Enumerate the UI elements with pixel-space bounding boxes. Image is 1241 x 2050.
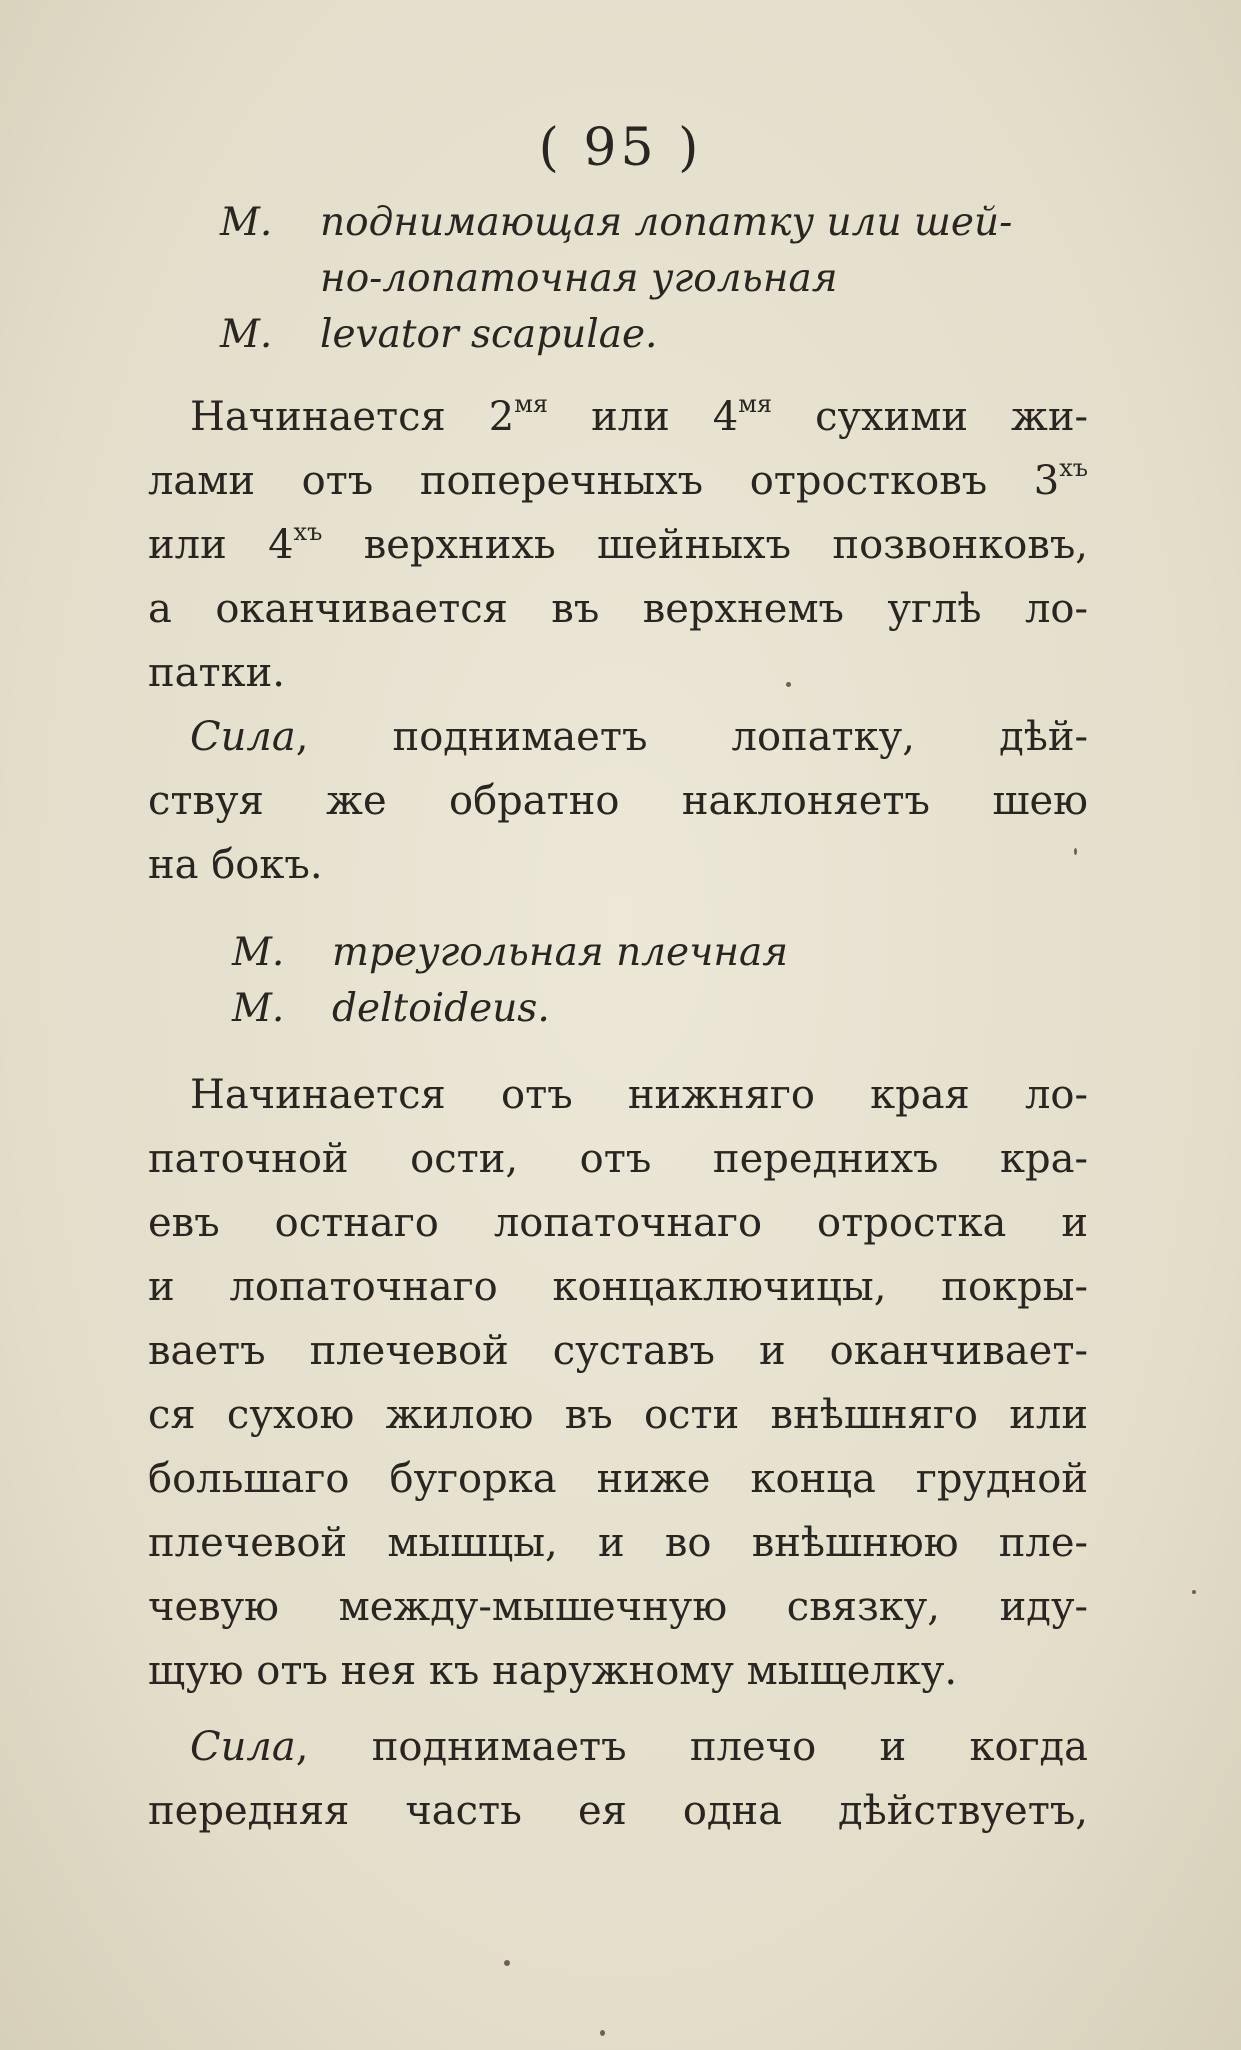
text-line: и лопаточнаго концаключицы, покры-	[148, 1264, 1088, 1310]
force-label: Сила	[190, 1724, 296, 1770]
text-line: чевую между-мышечную связку, иду-	[148, 1584, 1088, 1630]
paper-speck	[1074, 848, 1077, 855]
muscle-abbr: M.	[220, 200, 273, 245]
force-line: передняя часть ея одна дѣйствуетъ,	[148, 1788, 1088, 1834]
muscle-name-russian: поднимающая лопатку или шей-	[320, 200, 1013, 245]
muscle-name-russian: треугольная плечная	[332, 930, 789, 975]
muscle-heading-russian-cont	[320, 256, 838, 301]
muscle-heading-russian	[220, 200, 1012, 245]
muscle-heading-latin	[232, 986, 550, 1031]
text-line: евъ остнаго лопаточнаго отростка и	[148, 1200, 1088, 1246]
paper-speck	[504, 1960, 510, 1966]
muscle-name-russian-cont: но-лопаточная угольная	[320, 256, 838, 301]
force-line: Сила, поднимаетъ плечо и когда	[190, 1724, 1088, 1770]
force-line: Сила, поднимаетъ лопатку, дѣй-	[190, 714, 1088, 760]
muscle-abbr: M.	[232, 986, 285, 1031]
muscle-name-latin: deltoideus.	[332, 986, 550, 1031]
muscle-abbr: M.	[220, 312, 273, 357]
text-line: большаго бугорка ниже конца грудной	[148, 1456, 1088, 1502]
text-line: а оканчивается въ верхнемъ углѣ ло-	[148, 586, 1088, 632]
text-line: лами отъ поперечныхъ отростковъ $3^{хъ}$	[148, 454, 1088, 504]
text-line: патки.	[148, 650, 286, 696]
paper-speck	[786, 682, 791, 687]
text-line: или $4^{хъ}$ верхнихь шейныхъ позвонковъ,	[148, 518, 1088, 568]
muscle-heading-russian	[232, 930, 788, 975]
text-line: паточной ости, отъ переднихъ кра-	[148, 1136, 1088, 1182]
force-line: ствуя же обратно наклоняетъ шею	[148, 778, 1088, 824]
paper-speck	[1192, 1590, 1196, 1594]
text-line: щую отъ нея къ наружному мыщелку.	[148, 1648, 958, 1694]
text-line: Начинается отъ нижняго края ло-	[190, 1072, 1088, 1118]
text-line: Начинается $2^{мя}$ или $4^{мя}$ сухими жи-	[190, 390, 1088, 440]
muscle-name-latin: levator scapulae.	[320, 312, 658, 357]
text-line: ся сухою жилою въ ости внѣшняго или	[148, 1392, 1088, 1438]
page-number: ( 95 )	[538, 118, 703, 178]
paper-speck	[600, 2030, 605, 2036]
force-label: Сила	[190, 714, 296, 760]
muscle-heading-latin	[220, 312, 657, 357]
force-line: на бокъ.	[148, 842, 323, 888]
text-line: плечевой мышцы, и во внѣшнюю пле-	[148, 1520, 1088, 1566]
muscle-abbr: M.	[232, 930, 285, 975]
text-line: ваетъ плечевой суставъ и оканчивает-	[148, 1328, 1088, 1374]
